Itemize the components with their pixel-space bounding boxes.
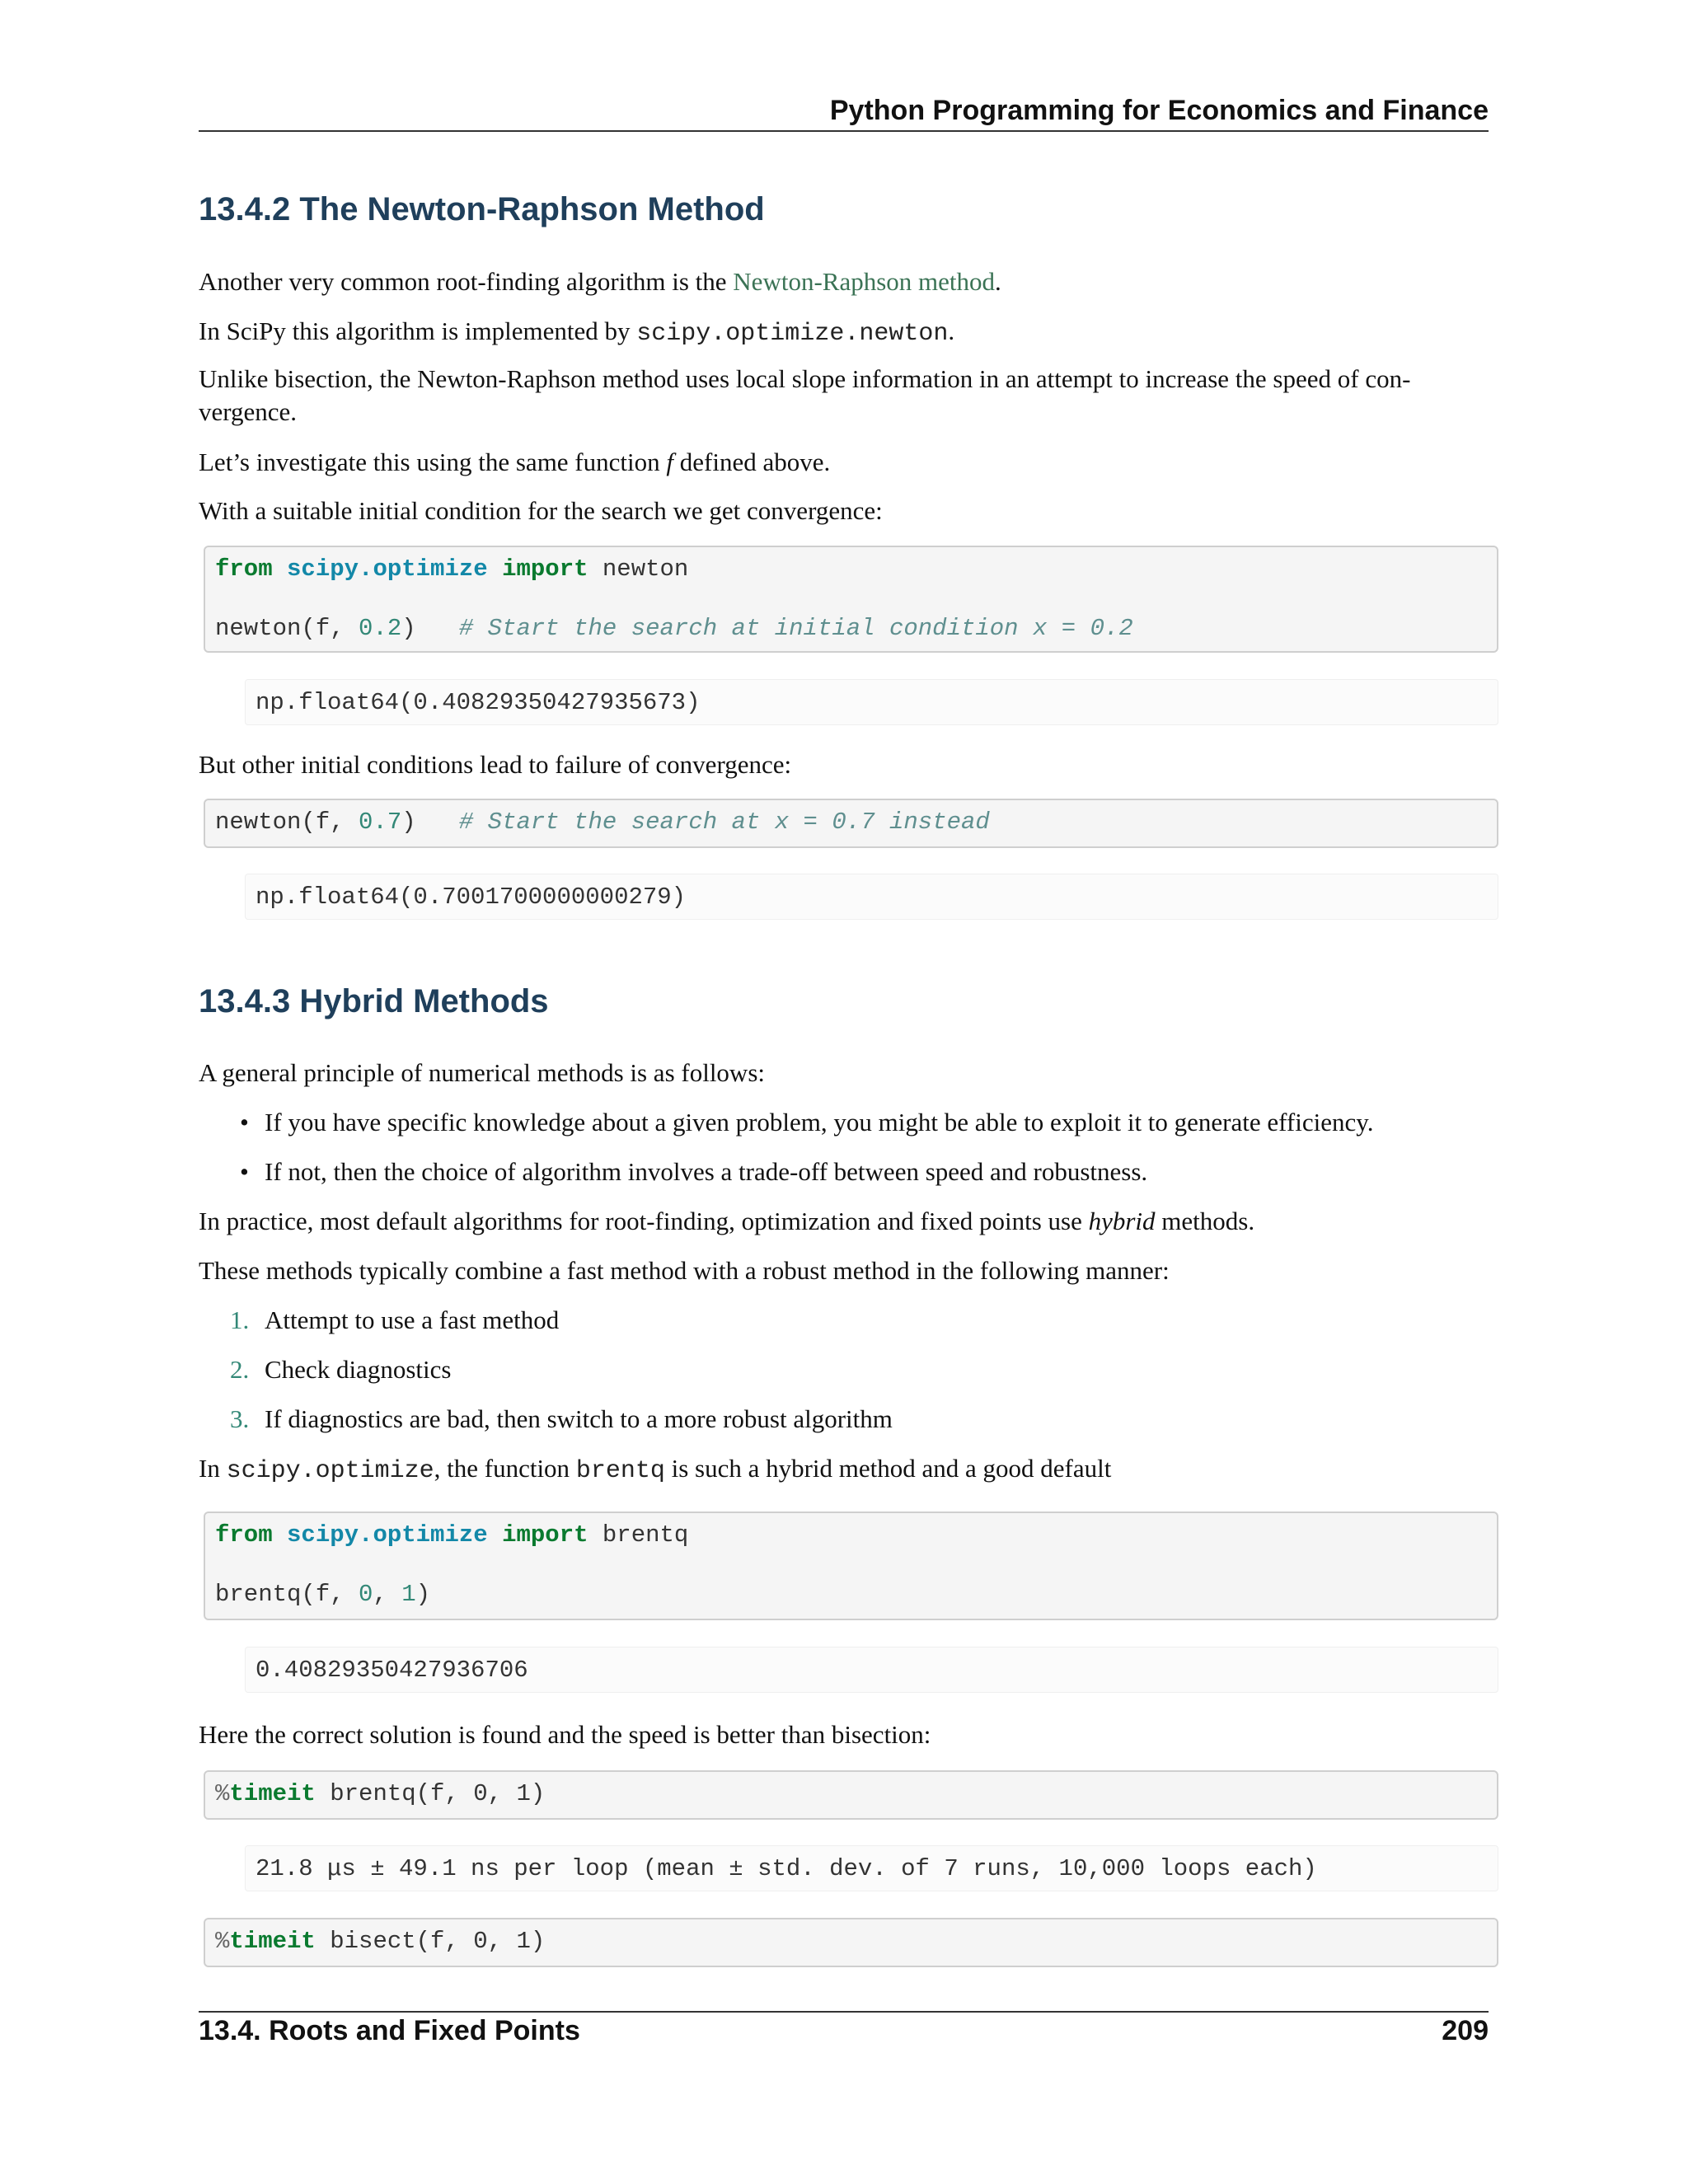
paragraph: Here the correct solution is found and the speed is better than bisection: <box>199 1720 931 1749</box>
code-output-cell: 0.40829350427936706 <box>245 1647 1498 1693</box>
inline-code: scipy.optimize.newton <box>636 320 949 348</box>
paragraph: But other initial conditions lead to failure of convergence: <box>199 750 792 779</box>
inline-code: brentq <box>575 1457 665 1485</box>
code-input-cell[interactable]: from scipy.optimize import brentq brentq(f, 0, 1) <box>204 1511 1498 1620</box>
paragraph: These methods typically combine a fast method with a robust method in the following manner: <box>199 1256 1170 1285</box>
section-heading-hybrid: 13.4.3 Hybrid Methods <box>199 983 549 1019</box>
paragraph: Another very common root-finding algorithm is the Newton-Raphson method. <box>199 267 1001 296</box>
bullet-item: • If not, then the choice of algorithm involves a trade-off between speed and robustness. <box>265 1155 1147 1188</box>
paragraph: A general principle of numerical methods is as follows: <box>199 1058 765 1087</box>
code-output-cell: 21.8 μs ± 49.1 ns per loop (mean ± std. dev. of 7 runs, 10,000 loops each) <box>245 1845 1498 1891</box>
section-heading-newton: 13.4.2 The Newton-Raphson Method <box>199 191 765 227</box>
code-input-cell[interactable]: %timeit bisect(f, 0, 1) <box>204 1918 1498 1967</box>
list-item: 2. Check diagnostics <box>230 1355 452 1384</box>
paragraph: Let’s investigate this using the same function f defined above. <box>199 448 831 476</box>
code-output-cell: np.float64(0.40829350427935673) <box>245 679 1498 725</box>
code-comment: # Start the search at x = 0.7 instead <box>458 808 990 836</box>
math-variable: f <box>666 448 673 476</box>
paragraph: Unlike bisection, the Newton-Raphson method uses local slope information in an attempt to increase the speed of con- vergence. <box>199 364 1411 426</box>
code-output-cell: np.float64(0.7001700000000279) <box>245 874 1498 920</box>
paragraph: With a suitable initial condition for the search we get convergence: <box>199 496 883 525</box>
newton-raphson-link[interactable]: Newton-Raphson method <box>733 267 996 296</box>
footer-rule <box>199 2011 1489 2013</box>
code-input-cell[interactable]: newton(f, 0.7) # Start the search at x = 0.7 instead <box>204 799 1498 848</box>
code-input-cell[interactable]: from scipy.optimize import newton newton(f, 0.2) # Start the search at initial condition x = 0.2 <box>204 546 1498 653</box>
code-input-cell[interactable]: %timeit brentq(f, 0, 1) <box>204 1770 1498 1820</box>
document-page <box>199 0 1489 2184</box>
paragraph: In scipy.optimize, the function brentq is such a hybrid method and a good default <box>199 1454 1112 1485</box>
bullet-item: • If you have specific knowledge about a given problem, you might be able to exploit it to generate efficiency. <box>265 1106 1373 1139</box>
inline-code: scipy.optimize <box>226 1457 434 1485</box>
page-number: 209 <box>1442 2015 1489 2046</box>
paragraph: In SciPy this algorithm is implemented by scipy.optimize.newton. <box>199 316 955 348</box>
list-item: 1. Attempt to use a fast method <box>230 1305 560 1334</box>
footer-section-title: 13.4. Roots and Fixed Points <box>199 2015 580 2046</box>
running-header: Python Programming for Economics and Finance <box>199 91 1489 132</box>
paragraph: In practice, most default algorithms for root-finding, optimization and fixed points use hybrid methods. <box>199 1207 1255 1235</box>
code-comment: # Start the search at initial condition x = 0.2 <box>458 615 1133 642</box>
list-item: 3. If diagnostics are bad, then switch to a more robust algorithm <box>230 1404 893 1433</box>
